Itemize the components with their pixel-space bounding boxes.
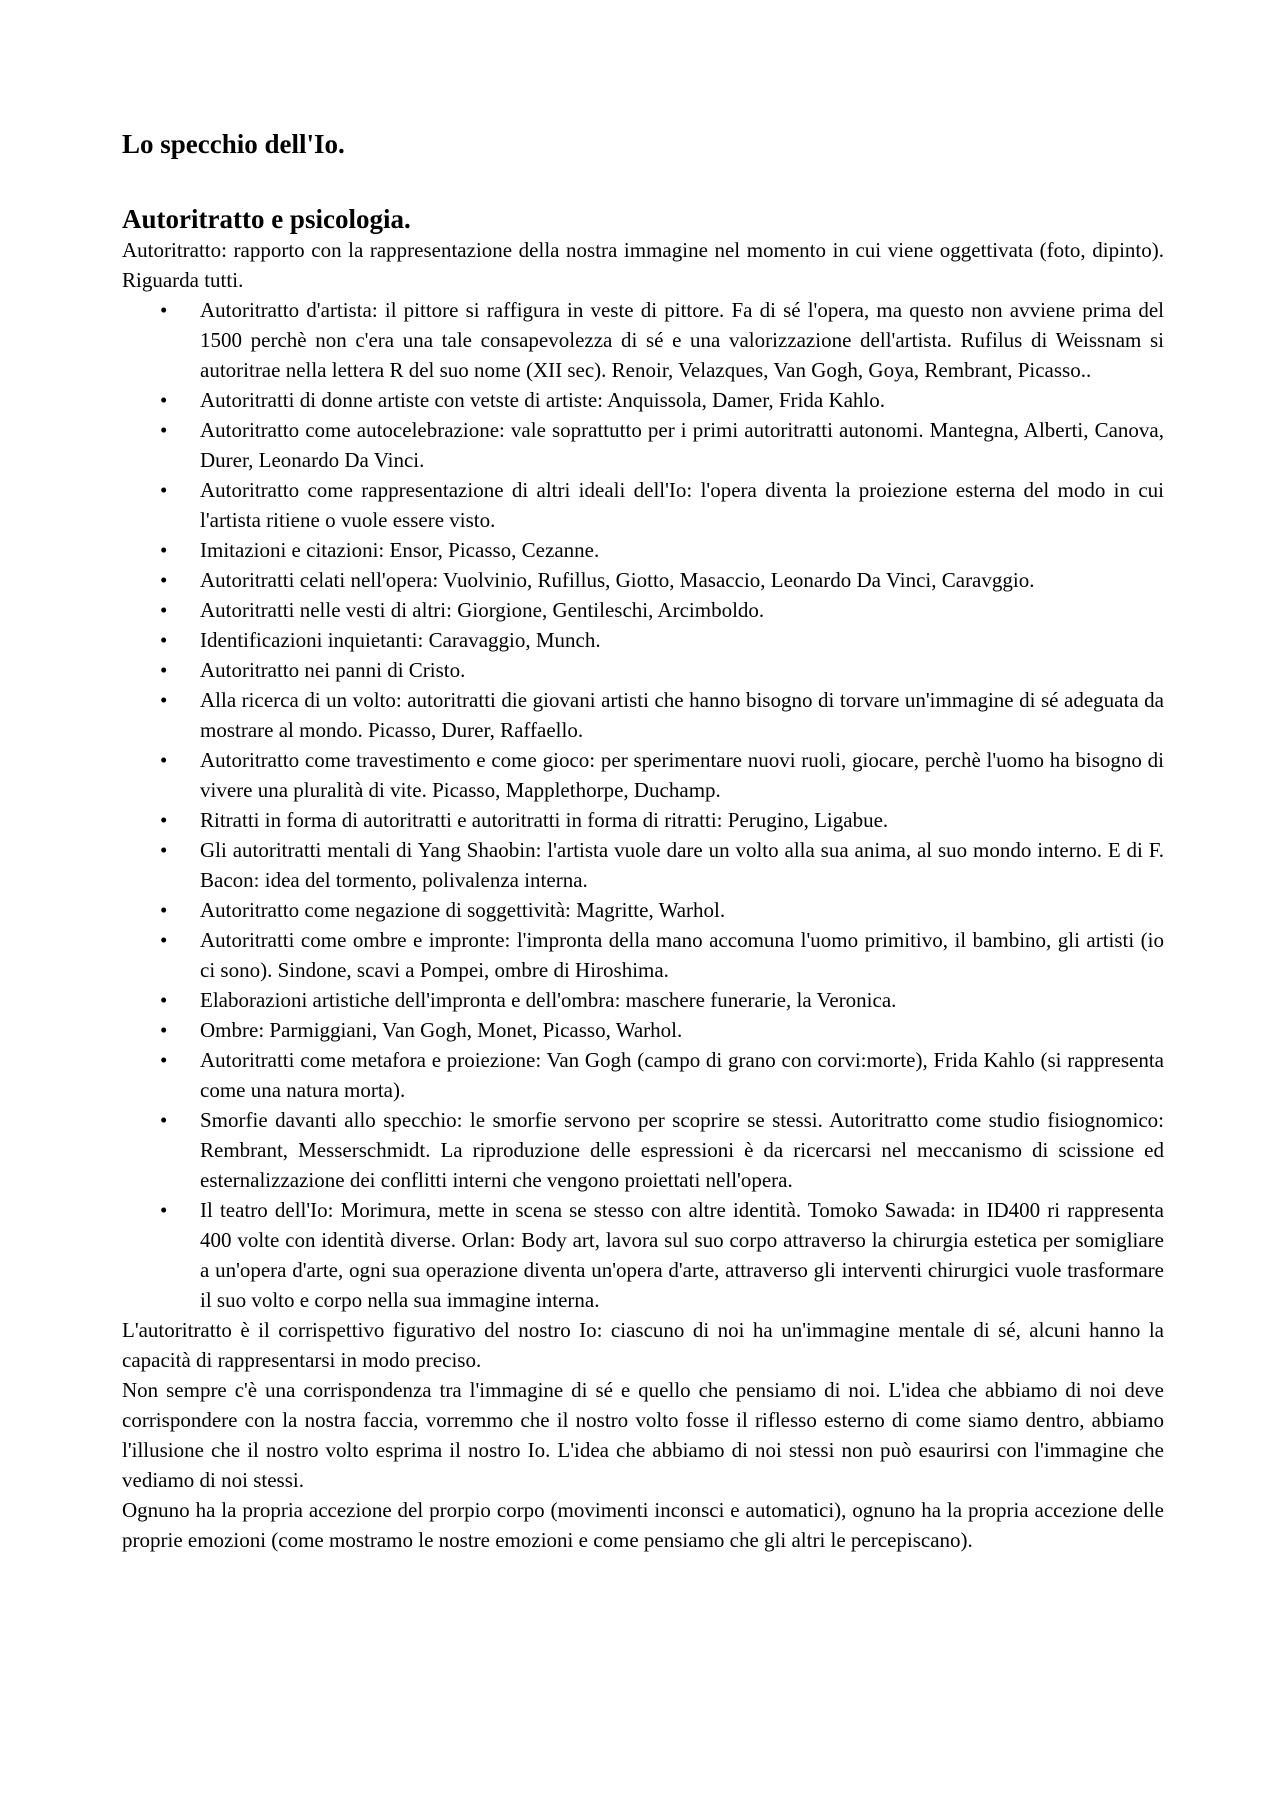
list-item — [122, 625, 1164, 655]
list-item-text: Imitazioni e citazioni: Ensor, Picasso, Cezanne. — [200, 538, 600, 562]
list-item — [122, 895, 1164, 925]
list-item-text: Smorfie davanti allo specchio: le smorfie servono per scoprire se stessi. Autoritratto come studio fisiognomico: Rembrant, Messerschmidt. La riproduzione delle espressioni è da ricercarsi nel meccanismo di scissione ed esternalizzazione dei conflitti interni che vengono proiettati nell'opera. — [200, 1108, 1164, 1192]
bullet-icon: • — [160, 658, 168, 682]
list-item — [122, 1195, 1164, 1315]
list-item — [122, 415, 1164, 475]
bullet-icon: • — [160, 628, 168, 652]
bullet-icon: • — [160, 418, 168, 442]
list-item — [122, 595, 1164, 625]
list-item — [122, 535, 1164, 565]
list-item — [122, 835, 1164, 895]
intro-paragraph: Autoritratto: rapporto con la rappresentazione della nostra immagine nel momento in cui viene oggettivata (foto, dipinto). Riguarda tutti. — [122, 238, 1164, 292]
list-item-text: Identificazioni inquietanti: Caravaggio, Munch. — [200, 628, 601, 652]
bullet-icon: • — [160, 598, 168, 622]
body-paragraph: Ognuno ha la propria accezione del prorpio corpo (movimenti inconsci e automatici), ognuno ha la propria accezione delle proprie emozioni (come mostramo le nostre emozioni e come pensiamo che gli altri le percepiscano). — [122, 1498, 1164, 1552]
list-item-text: Elaborazioni artistiche dell'impronta e dell'ombra: maschere funerarie, la Veronica. — [200, 988, 897, 1012]
bullet-icon: • — [160, 988, 168, 1012]
list-item — [122, 805, 1164, 835]
bullet-icon: • — [160, 478, 168, 502]
bullet-icon: • — [160, 1018, 168, 1042]
list-item — [122, 565, 1164, 595]
list-item-text: Il teatro dell'Io: Morimura, mette in scena se stesso con altre identità. Tomoko Sawada: in ID400 ri rappresenta 400 volte con identità diverse. Orlan: Body art, lavora sul suo corpo attraverso la chirurgia estetica per somigliare a un'opera d'arte, ogni sua operazione diventa un'opera d'arte, attraverso gli interventi chirurgici vuole trasformare il suo volto e corpo nella sua immagine interna. — [200, 1198, 1164, 1312]
list-item-text: Autoritratto nei panni di Cristo. — [200, 658, 466, 682]
bullet-icon: • — [160, 1198, 168, 1222]
list-item-text: Autoritratti nelle vesti di altri: Giorgione, Gentileschi, Arcimboldo. — [200, 598, 765, 622]
list-item — [122, 1015, 1164, 1045]
list-item — [122, 745, 1164, 805]
list-item-text: Autoritratto come autocelebrazione: vale soprattutto per i primi autoritratti autonomi. Mantegna, Alberti, Canova, Durer, Leonardo Da Vinci. — [200, 418, 1164, 472]
bullet-icon: • — [160, 808, 168, 832]
bullet-icon: • — [160, 388, 168, 412]
list-item-text: Autoritratti come ombre e impronte: l'impronta della mano accomuna l'uomo primitivo, il bambino, gli artisti (io ci sono). Sindone, scavi a Pompei, ombre di Hiroshima. — [200, 928, 1164, 982]
bullet-icon: • — [160, 898, 168, 922]
list-item-text: Autoritratti celati nell'opera: Vuolvinio, Rufillus, Giotto, Masaccio, Leonardo Da Vinci, Caravggio. — [200, 568, 1035, 592]
list-item-text: Alla ricerca di un volto: autoritratti die giovani artisti che hanno bisogno di torvare un'immagine di sé adeguata da mostrare al mondo. Picasso, Durer, Raffaello. — [200, 688, 1164, 742]
bullet-icon: • — [160, 838, 168, 862]
bullet-icon: • — [160, 1048, 168, 1072]
list-item-text: Autoritratto come rappresentazione di altri ideali dell'Io: l'opera diventa la proiezione esterna del modo in cui l'artista ritiene o vuole essere visto. — [200, 478, 1164, 532]
list-item — [122, 295, 1164, 385]
list-item — [122, 385, 1164, 415]
section-heading: Autoritratto e psicologia. — [122, 204, 411, 234]
document-title: Lo specchio dell'Io. — [122, 129, 345, 159]
list-item-text: Autoritratti come metafora e proiezione: Van Gogh (campo di grano con corvi:morte), Frida Kahlo (si rappresenta come una natura morta). — [200, 1048, 1164, 1102]
list-item — [122, 1105, 1164, 1195]
bullet-icon: • — [160, 298, 168, 322]
list-item-text: Ombre: Parmiggiani, Van Gogh, Monet, Picasso, Warhol. — [200, 1018, 683, 1042]
bullet-icon: • — [160, 928, 168, 952]
bullet-icon: • — [160, 568, 168, 592]
bullet-icon: • — [160, 688, 168, 712]
bullet-icon: • — [160, 538, 168, 562]
list-item-text: Autoritratto d'artista: il pittore si raffigura in veste di pittore. Fa di sé l'opera, ma questo non avviene prima del 1500 perchè non c'era una tale consapevolezza di sé e una valorizzazione dell'artista. Rufilus di Weissnam si autoritrae nella lettera R del suo nome (XII sec). Renoir, Velazques, Van Gogh, Goya, Rembrant, Picasso.. — [200, 298, 1164, 382]
list-item-text: Autoritratti di donne artiste con vetste di artiste: Anquissola, Damer, Frida Kahlo. — [200, 388, 886, 412]
document-page — [122, 128, 1164, 1555]
list-item-text: Autoritratto come negazione di soggettività: Magritte, Warhol. — [200, 898, 726, 922]
list-item — [122, 475, 1164, 535]
list-item-text: Gli autoritratti mentali di Yang Shaobin: l'artista vuole dare un volto alla sua anima, al suo mondo interno. E di F. Bacon: idea del tormento, polivalenza interna. — [200, 838, 1164, 892]
list-item — [122, 655, 1164, 685]
bullet-icon: • — [160, 1108, 168, 1132]
list-item — [122, 685, 1164, 745]
body-paragraph: Non sempre c'è una corrispondenza tra l'immagine di sé e quello che pensiamo di noi. L'idea che abbiamo di noi deve corrispondere con la nostra faccia, vorremmo che il nostro volto fosse il riflesso esterno di come siamo dentro, abbiamo l'illusione che il nostro volto esprima il nostro Io. L'idea che abbiamo di noi stessi non può esaurirsi con l'immagine che vediamo di noi stessi. — [122, 1378, 1164, 1492]
bullet-icon: • — [160, 748, 168, 772]
list-item-text: Ritratti in forma di autoritratti e autoritratti in forma di ritratti: Perugino, Ligabue. — [200, 808, 889, 832]
list-item — [122, 925, 1164, 985]
list-item — [122, 985, 1164, 1015]
bullet-list — [122, 295, 1164, 1315]
list-item — [122, 1045, 1164, 1105]
list-item-text: Autoritratto come travestimento e come gioco: per sperimentare nuovi ruoli, giocare, perchè l'uomo ha bisogno di vivere una pluralità di vite. Picasso, Mapplethorpe, Duchamp. — [200, 748, 1164, 802]
body-paragraph: L'autoritratto è il corrispettivo figurativo del nostro Io: ciascuno di noi ha un'immagine mentale di sé, alcuni hanno la capacità di rappresentarsi in modo preciso. — [122, 1318, 1164, 1372]
